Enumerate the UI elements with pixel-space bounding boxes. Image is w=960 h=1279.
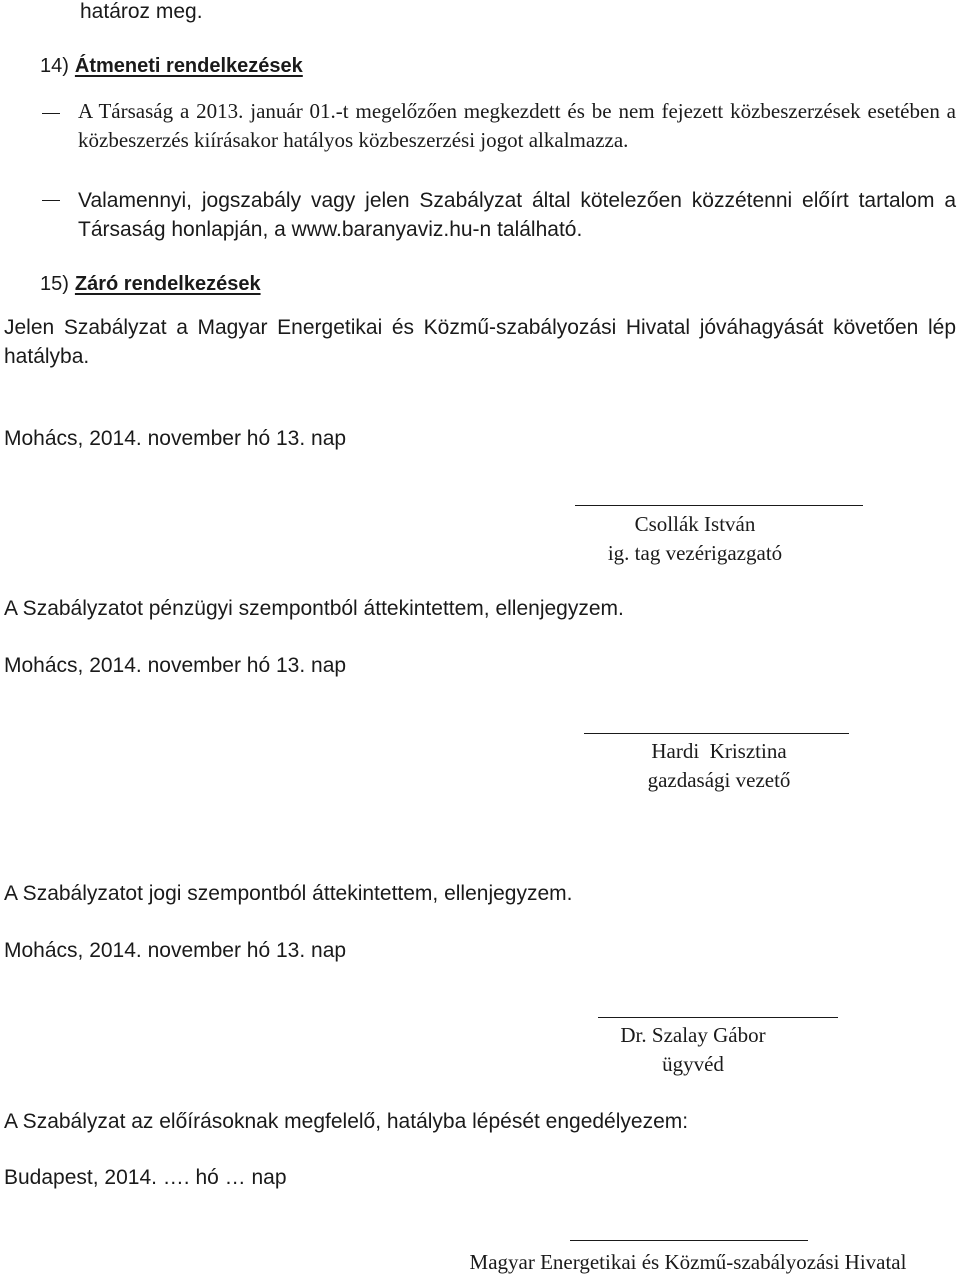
section-15-heading	[40, 270, 261, 299]
signature-line	[575, 505, 863, 506]
section-number: 14)	[40, 55, 69, 77]
signature-line	[598, 1017, 838, 1018]
signatory-name: Hardi Krisztina	[651, 739, 787, 763]
signature-block-authority	[438, 1248, 938, 1277]
section-number: 15)	[40, 273, 69, 295]
signature-line	[570, 1240, 808, 1241]
section-title: Átmeneti rendelkezések	[74, 55, 303, 77]
section-title: Záró rendelkezések	[74, 273, 261, 295]
signatory-role: gazdasági vezető	[647, 768, 791, 792]
date-line: Mohács, 2014. november hó 13. nap	[4, 939, 347, 962]
signatory-name: Csollák István	[634, 512, 756, 536]
statement-financial-review: A Szabályzatot pénzügyi szempontból áttekintettem, ellenjegyzem.	[4, 597, 624, 620]
bullet-dash	[42, 113, 60, 114]
statement-approval: A Szabályzat az előírásoknak megfelelő, hatályba lépését engedélyezem:	[4, 1110, 689, 1133]
list-item-transition-procurement: A Társaság a 2013. január 01.-t megelőzően megkezdett és be nem fejezett közbeszerzések esetében a közbeszerzés kiírásakor hatályos közbeszerzési jogot alkalmazza.	[78, 99, 956, 152]
signature-block-ceo	[575, 510, 815, 568]
statement-legal-review: A Szabályzatot jogi szempontból áttekintettem, ellenjegyzem.	[4, 882, 573, 905]
closing-provision-text: Jelen Szabályzat a Magyar Energetikai és Közmű-szabályozási Hivatal jóváhagyását követően lép hatályba.	[4, 316, 956, 368]
date-line: Mohács, 2014. november hó 13. nap	[4, 654, 347, 677]
signature-block-lawyer	[593, 1021, 793, 1079]
signature-block-finance	[584, 737, 854, 795]
signatory-name: Dr. Szalay Gábor	[620, 1023, 766, 1047]
signatory-role: ügyvéd	[662, 1052, 724, 1076]
date-line: Budapest, 2014. …. hó … nap	[4, 1166, 287, 1189]
bullet-dash	[42, 200, 60, 201]
date-line: Mohács, 2014. november hó 13. nap	[4, 427, 347, 450]
signatory-role: ig. tag vezérigazgató	[607, 541, 783, 565]
list-item-publication: Valamennyi, jogszabály vagy jelen Szabályzat által kötelezően közzétenni előírt tartalom a Társaság honlapján, a www.baranyaviz.hu-n található.	[78, 189, 956, 241]
previous-page-fragment: határoz meg.	[80, 0, 203, 23]
signature-line	[584, 733, 849, 734]
signatory-name: Magyar Energetikai és Közmű-szabályozási Hivatal	[469, 1250, 907, 1274]
section-14-heading	[40, 52, 303, 81]
